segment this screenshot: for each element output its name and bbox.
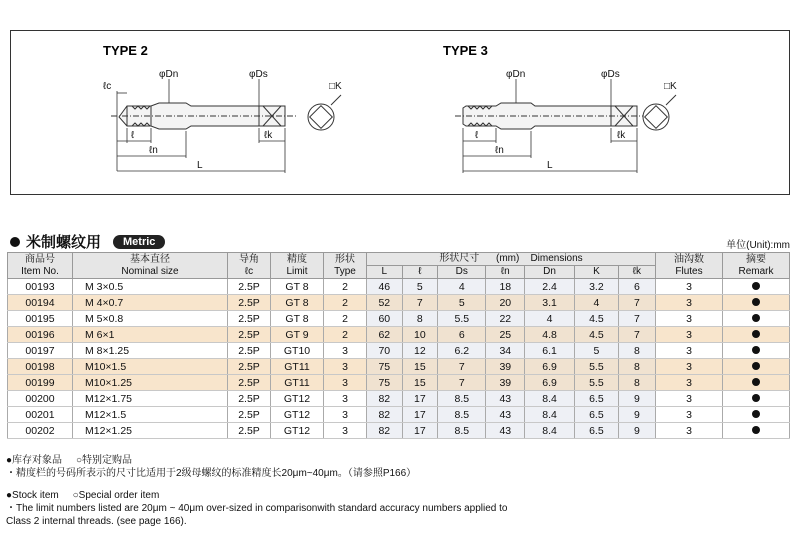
stock-item-dot-icon (752, 330, 760, 338)
header-item-en: Item No. (21, 265, 59, 277)
header-item-cn: 商品号 (25, 253, 55, 265)
cell-L: 75 (367, 359, 403, 375)
stock-item-dot-icon (752, 362, 760, 370)
cell-chamfer: 2.5P (228, 343, 271, 359)
table-row (8, 343, 790, 359)
cell-K: 6.5 (575, 407, 619, 423)
cell-lk: 9 (618, 391, 655, 407)
cell-K: 3.2 (575, 279, 619, 295)
header-dims-en: Dimensions (530, 253, 583, 264)
cell-chamfer: 2.5P (228, 407, 271, 423)
section-title (10, 231, 165, 252)
cell-Ds: 7 (438, 359, 486, 375)
note-en-legend (6, 489, 159, 502)
header-ln: ℓn (486, 266, 525, 279)
cell-l: 12 (402, 343, 438, 359)
cell-type: 2 (324, 311, 367, 327)
cell-l: 17 (402, 423, 438, 439)
cell-lk: 6 (618, 279, 655, 295)
stock-item-dot-icon (752, 314, 760, 322)
cell-chamfer: 2.5P (228, 295, 271, 311)
cell-lk: 9 (618, 407, 655, 423)
stock-item-dot-icon (752, 426, 760, 434)
header-flutes-en: Flutes (675, 265, 703, 277)
header-limit-en: Limit (286, 265, 308, 277)
cell-limit: GT12 (271, 407, 324, 423)
cell-ln: 39 (486, 375, 525, 391)
cell-flutes: 3 (656, 295, 723, 311)
cell-nominal: M 3×0.5 (73, 279, 228, 295)
note-cn-accuracy: ・精度栏的号码所表示的尺寸比适用于2级母螺纹的标准精度长20μm~40μm。（请参照P166） (6, 468, 417, 479)
cell-nominal: M10×1.25 (73, 375, 228, 391)
cell-remark (723, 375, 790, 391)
cell-L: 82 (367, 391, 403, 407)
note-en-stock: ●Stock item (6, 490, 59, 501)
cell-nominal: M 8×1.25 (73, 343, 228, 359)
cell-limit: GT 8 (271, 279, 324, 295)
stock-item-dot-icon (752, 298, 760, 306)
header-flutes-cn: 油沟数 (674, 253, 704, 265)
stock-item-dot-icon (752, 378, 760, 386)
cell-lk: 8 (618, 343, 655, 359)
type2-lk-label: ℓk (264, 130, 273, 141)
cell-flutes: 3 (656, 279, 723, 295)
cell-chamfer: 2.5P (228, 375, 271, 391)
cell-flutes: 3 (656, 391, 723, 407)
cell-K: 5.5 (575, 375, 619, 391)
cell-K: 4.5 (575, 311, 619, 327)
table-row (8, 295, 790, 311)
cell-L: 62 (367, 327, 403, 343)
header-limit-cn: 精度 (287, 253, 307, 265)
cell-item: 00199 (8, 375, 73, 391)
cell-K: 6.5 (575, 391, 619, 407)
header-type-cn: 形状 (335, 253, 355, 265)
cell-nominal: M12×1.25 (73, 423, 228, 439)
cell-Ds: 8.5 (438, 423, 486, 439)
cell-item: 00200 (8, 391, 73, 407)
cell-item: 00202 (8, 423, 73, 439)
cell-lk: 8 (618, 359, 655, 375)
cell-L: 82 (367, 407, 403, 423)
cell-l: 7 (402, 295, 438, 311)
cell-chamfer: 2.5P (228, 391, 271, 407)
cell-limit: GT12 (271, 423, 324, 439)
cell-Ds: 6.2 (438, 343, 486, 359)
cell-limit: GT 8 (271, 295, 324, 311)
cell-flutes: 3 (656, 359, 723, 375)
type2-ln-label: ℓn (149, 145, 158, 156)
cell-ln: 20 (486, 295, 525, 311)
cell-flutes: 3 (656, 311, 723, 327)
tap-dimension-drawings (11, 31, 791, 196)
cell-flutes: 3 (656, 375, 723, 391)
cell-l: 5 (402, 279, 438, 295)
type3-l-label: ℓ (475, 130, 479, 141)
note-en-special: ○Special order item (72, 490, 160, 501)
cell-nominal: M10×1.5 (73, 359, 228, 375)
table-row (8, 327, 790, 343)
cell-ln: 25 (486, 327, 525, 343)
cell-flutes: 3 (656, 327, 723, 343)
header-L: L (367, 266, 403, 279)
cell-ln: 18 (486, 279, 525, 295)
cell-chamfer: 2.5P (228, 423, 271, 439)
cell-K: 5.5 (575, 359, 619, 375)
header-chamfer-en: ℓc (244, 265, 254, 277)
cell-nominal: M12×1.5 (73, 407, 228, 423)
cell-Ds: 8.5 (438, 391, 486, 407)
type2-L-label: L (197, 160, 203, 171)
cell-item: 00195 (8, 311, 73, 327)
cell-limit: GT11 (271, 359, 324, 375)
header-remark-en: Remark (738, 265, 774, 277)
cell-type: 3 (324, 375, 367, 391)
type3-label: TYPE 3 (443, 43, 488, 58)
cell-K: 4 (575, 295, 619, 311)
metric-badge: Metric (113, 235, 165, 249)
header-nominal-cn: 基本直径 (130, 253, 170, 265)
cell-flutes: 3 (656, 423, 723, 439)
cell-K: 4.5 (575, 327, 619, 343)
header-dimensions (367, 253, 656, 266)
cell-type: 3 (324, 423, 367, 439)
cell-nominal: M 4×0.7 (73, 295, 228, 311)
cell-type: 3 (324, 359, 367, 375)
stock-item-dot-icon (752, 346, 760, 354)
cell-lk: 7 (618, 327, 655, 343)
cell-item: 00194 (8, 295, 73, 311)
cell-Dn: 8.4 (525, 407, 575, 423)
cell-Ds: 5.5 (438, 311, 486, 327)
cell-l: 8 (402, 311, 438, 327)
type3-ln-label: ℓn (495, 145, 504, 156)
type3-dn-label: φDn (506, 69, 526, 80)
cell-limit: GT 9 (271, 327, 324, 343)
type2-ds-label: φDs (249, 69, 268, 80)
cell-l: 17 (402, 391, 438, 407)
table-row (8, 407, 790, 423)
cell-lk: 7 (618, 295, 655, 311)
table-row (8, 423, 790, 439)
table-row (8, 375, 790, 391)
cell-ln: 43 (486, 423, 525, 439)
cell-Dn: 2.4 (525, 279, 575, 295)
cell-l: 10 (402, 327, 438, 343)
stock-item-dot-icon (752, 410, 760, 418)
cell-remark (723, 343, 790, 359)
cell-l: 15 (402, 359, 438, 375)
cell-Dn: 4.8 (525, 327, 575, 343)
cell-item: 00193 (8, 279, 73, 295)
cell-lk: 7 (618, 311, 655, 327)
note-en-accuracy-1: ・The limit numbers listed are 20μm ~ 40μm over-sized in comparisonwith standard accuracy numbers applied to (6, 503, 508, 514)
spec-table (7, 252, 790, 439)
cell-item: 00198 (8, 359, 73, 375)
cell-limit: GT 8 (271, 311, 324, 327)
cell-type: 2 (324, 327, 367, 343)
cell-flutes: 3 (656, 407, 723, 423)
cell-lk: 8 (618, 375, 655, 391)
table-row (8, 391, 790, 407)
cell-remark (723, 311, 790, 327)
cell-Ds: 4 (438, 279, 486, 295)
type3-L-label: L (547, 160, 553, 171)
type2-end-view (308, 95, 341, 130)
note-cn-stock: ●库存对象品 (6, 455, 63, 466)
tap-diagram-panel (10, 30, 790, 195)
cell-L: 60 (367, 311, 403, 327)
cell-L: 82 (367, 423, 403, 439)
header-dims-unit: (mm) (495, 253, 520, 264)
header-chamfer-cn: 导角 (239, 253, 259, 265)
type3-end-view (643, 95, 676, 130)
header-remark-cn: 摘要 (746, 253, 766, 265)
header-l: ℓ (402, 266, 438, 279)
cell-Ds: 7 (438, 375, 486, 391)
cell-Dn: 4 (525, 311, 575, 327)
cell-chamfer: 2.5P (228, 327, 271, 343)
cell-item: 00201 (8, 407, 73, 423)
type2-l-label: ℓ (131, 130, 135, 141)
type3-k-label: □K (664, 81, 677, 92)
cell-ln: 34 (486, 343, 525, 359)
cell-ln: 22 (486, 311, 525, 327)
cell-L: 70 (367, 343, 403, 359)
type3-tap-drawing (455, 103, 648, 129)
type2-k-label: □K (329, 81, 342, 92)
note-cn-legend (6, 454, 132, 467)
unit-note: 单位(Unit):mm (726, 240, 790, 251)
type3-ds-label: φDs (601, 69, 620, 80)
header-type-en: Type (334, 265, 356, 277)
cell-lk: 9 (618, 423, 655, 439)
cell-L: 46 (367, 279, 403, 295)
cell-flutes: 3 (656, 343, 723, 359)
table-row (8, 311, 790, 327)
table-row (8, 359, 790, 375)
type3-lk-label: ℓk (617, 130, 626, 141)
cell-remark (723, 279, 790, 295)
bullet-icon (10, 237, 20, 247)
header-nominal-en: Nominal size (121, 265, 179, 277)
type2-lc-label: ℓc (103, 81, 112, 92)
cell-Dn: 6.9 (525, 375, 575, 391)
cell-type: 2 (324, 279, 367, 295)
note-en-accuracy-2: Class 2 internal threads. (see page 166). (6, 516, 187, 527)
cell-L: 75 (367, 375, 403, 391)
cell-l: 15 (402, 375, 438, 391)
cell-chamfer: 2.5P (228, 311, 271, 327)
cell-ln: 43 (486, 407, 525, 423)
cell-limit: GT10 (271, 343, 324, 359)
cell-type: 2 (324, 295, 367, 311)
note-cn-special: ○特别定购品 (75, 455, 132, 466)
cell-Dn: 6.9 (525, 359, 575, 375)
type2-dn-label: φDn (159, 69, 179, 80)
cell-chamfer: 2.5P (228, 359, 271, 375)
cell-nominal: M12×1.75 (73, 391, 228, 407)
stock-item-dot-icon (752, 282, 760, 290)
cell-nominal: M 6×1 (73, 327, 228, 343)
header-dims-cn: 形状尺寸 (439, 253, 480, 264)
cell-L: 52 (367, 295, 403, 311)
cell-Ds: 5 (438, 295, 486, 311)
header-K: K (575, 266, 619, 279)
table-row (8, 279, 790, 295)
cell-Dn: 6.1 (525, 343, 575, 359)
cell-remark (723, 359, 790, 375)
cell-remark (723, 423, 790, 439)
cell-chamfer: 2.5P (228, 279, 271, 295)
cell-l: 17 (402, 407, 438, 423)
type2-tap-drawing (111, 103, 296, 129)
cell-K: 5 (575, 343, 619, 359)
cell-item: 00196 (8, 327, 73, 343)
cell-Ds: 8.5 (438, 407, 486, 423)
cell-type: 3 (324, 343, 367, 359)
section-title-text: 米制螺纹用 (26, 234, 102, 251)
cell-ln: 39 (486, 359, 525, 375)
cell-type: 3 (324, 391, 367, 407)
cell-Dn: 3.1 (525, 295, 575, 311)
cell-remark (723, 327, 790, 343)
cell-nominal: M 5×0.8 (73, 311, 228, 327)
cell-remark (723, 407, 790, 423)
header-lk: ℓk (618, 266, 655, 279)
header-Dn: Dn (525, 266, 575, 279)
stock-item-dot-icon (752, 394, 760, 402)
header-Ds: Ds (438, 266, 486, 279)
cell-type: 3 (324, 407, 367, 423)
cell-K: 6.5 (575, 423, 619, 439)
cell-ln: 43 (486, 391, 525, 407)
type2-label: TYPE 2 (103, 43, 148, 58)
cell-remark (723, 391, 790, 407)
cell-limit: GT12 (271, 391, 324, 407)
cell-Ds: 6 (438, 327, 486, 343)
cell-item: 00197 (8, 343, 73, 359)
cell-Dn: 8.4 (525, 423, 575, 439)
cell-limit: GT11 (271, 375, 324, 391)
cell-remark (723, 295, 790, 311)
cell-Dn: 8.4 (525, 391, 575, 407)
